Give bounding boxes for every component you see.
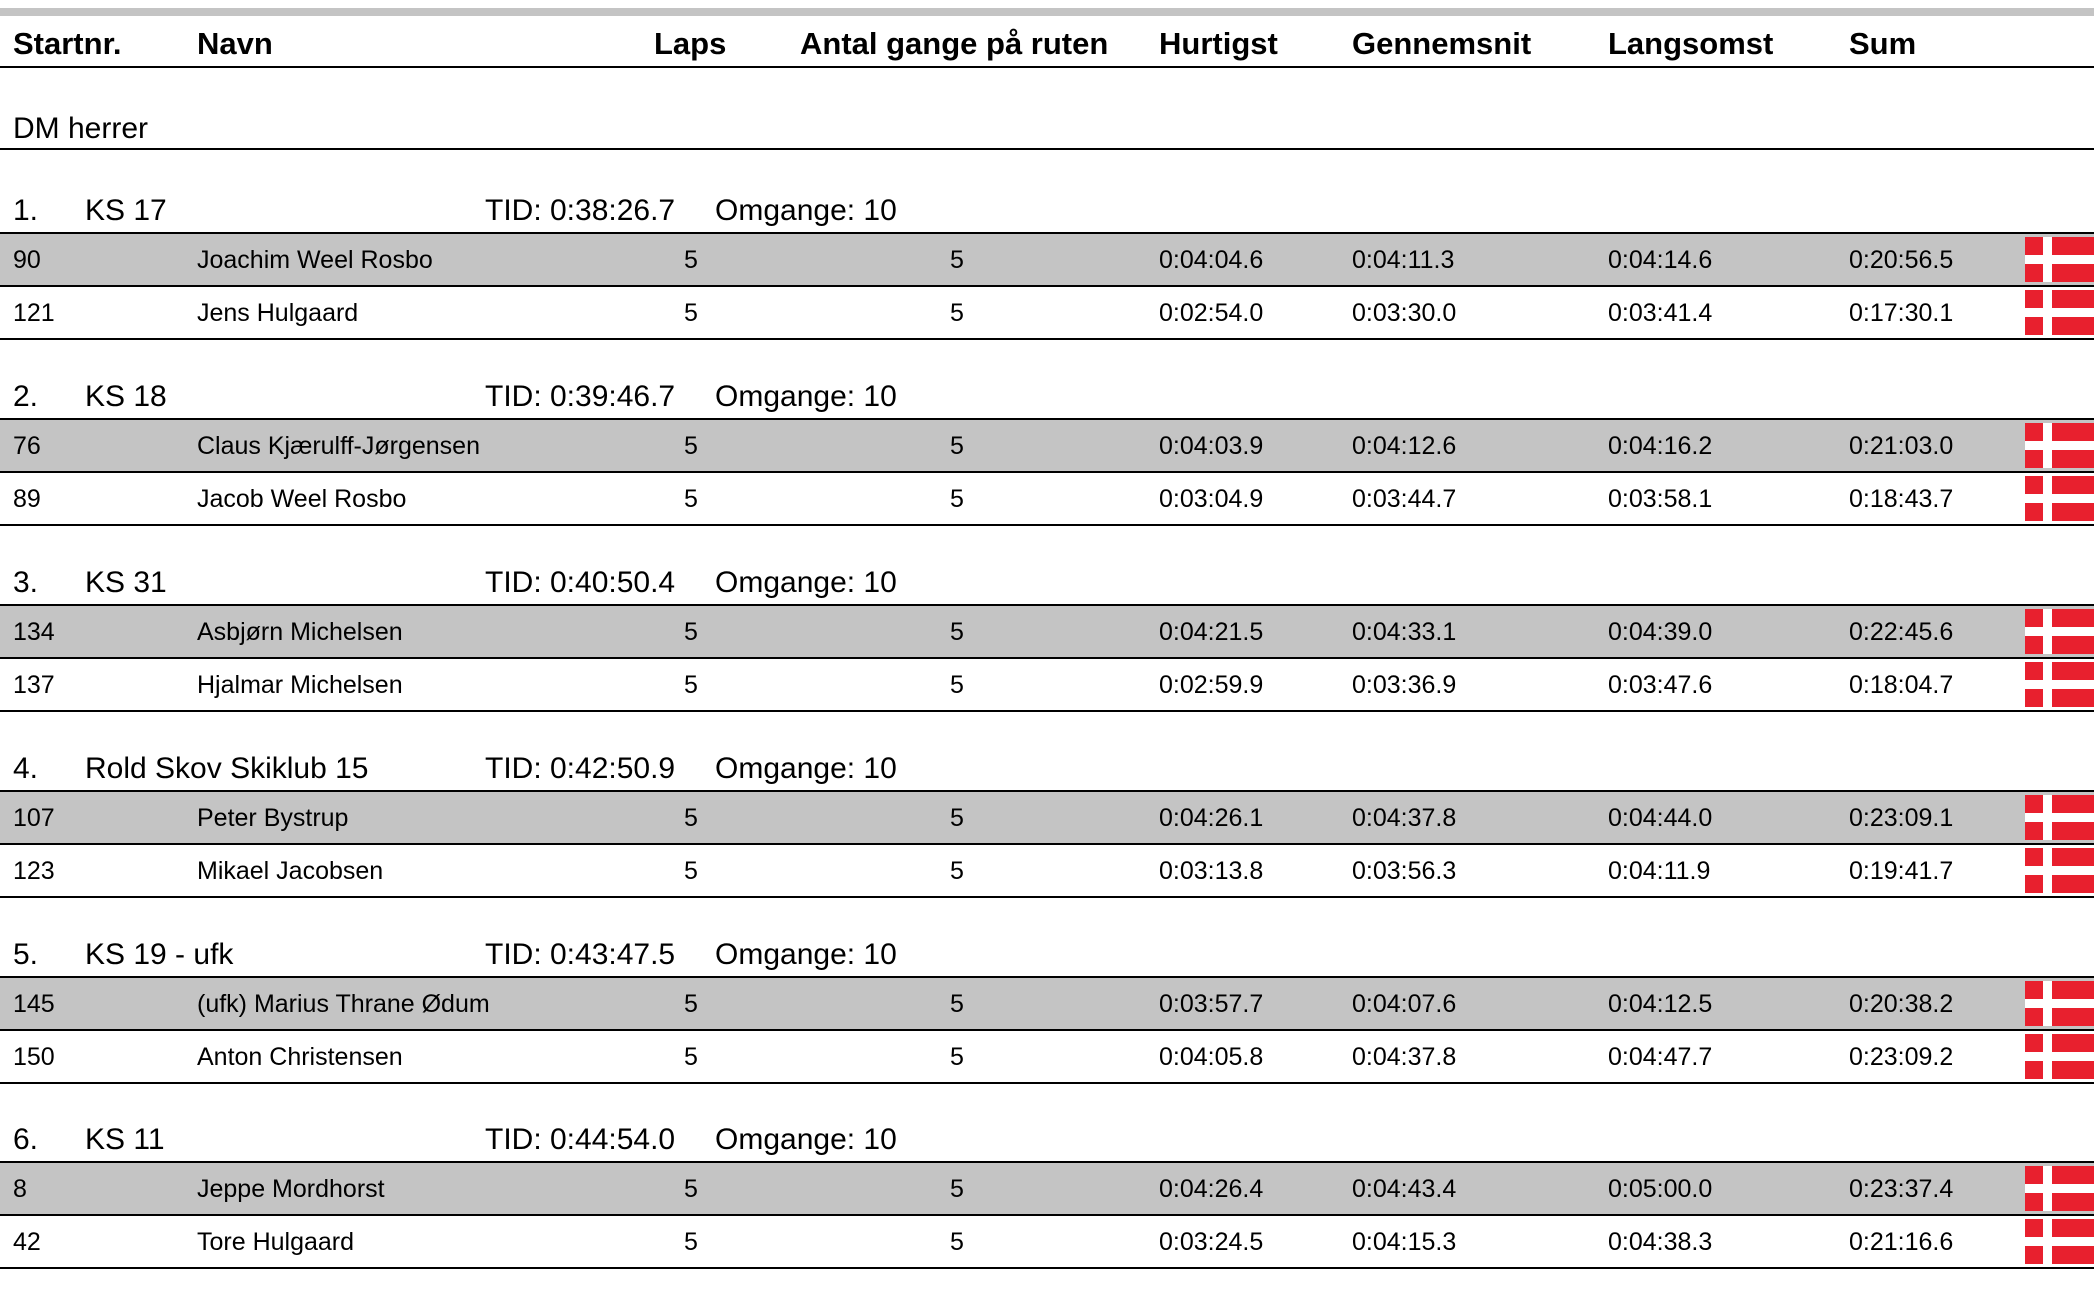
cell-navn: Asbjørn Michelsen [197, 618, 403, 646]
cell-gennemsnit: 0:04:11.3 [1352, 246, 1455, 274]
cell-antal: 5 [950, 1228, 964, 1256]
team-block [0, 748, 2094, 934]
cell-gennemsnit: 0:04:43.4 [1352, 1175, 1457, 1203]
cell-hurtigst: 0:02:54.0 [1159, 299, 1264, 327]
cell-antal: 5 [950, 432, 964, 460]
cell-navn: Jacob Weel Rosbo [197, 485, 407, 513]
cell-startnr: 123 [13, 857, 55, 885]
danish-flag-icon [2025, 609, 2094, 654]
team-header [0, 1119, 2094, 1159]
cell-startnr: 145 [13, 990, 55, 1018]
header-gennemsnit: Gennemsnit [1352, 26, 1532, 61]
team-name: KS 17 [85, 194, 167, 227]
cell-gennemsnit: 0:04:37.8 [1352, 804, 1457, 832]
team-time: TID: 0:42:50.9 [485, 752, 676, 785]
cell-langsomst: 0:04:11.9 [1608, 857, 1711, 885]
team-block [0, 376, 2094, 562]
danish-flag-icon [2025, 981, 2094, 1026]
cell-laps: 5 [684, 1175, 698, 1203]
category-divider [0, 148, 2094, 150]
team-laps-total: Omgange: 10 [715, 752, 897, 785]
team-rank: 4. [13, 752, 39, 785]
team-header [0, 934, 2094, 974]
cell-antal: 5 [950, 671, 964, 699]
cell-navn: Claus Kjærulff-Jørgensen [197, 432, 480, 460]
cell-hurtigst: 0:03:24.5 [1159, 1228, 1264, 1256]
column-header-row [0, 24, 2094, 68]
cell-langsomst: 0:04:14.6 [1608, 246, 1713, 274]
cell-navn: Tore Hulgaard [197, 1228, 355, 1256]
cell-hurtigst: 0:03:04.9 [1159, 485, 1264, 513]
table-row [0, 471, 2094, 526]
cell-antal: 5 [950, 485, 964, 513]
team-block [0, 190, 2094, 376]
cell-sum: 0:17:30.1 [1849, 299, 1954, 327]
cell-startnr: 107 [13, 804, 55, 832]
team-name: KS 31 [85, 566, 167, 599]
team-time: TID: 0:38:26.7 [485, 194, 676, 227]
cell-sum: 0:23:09.2 [1849, 1043, 1954, 1071]
table-row [0, 843, 2094, 898]
table-row [0, 1214, 2094, 1269]
team-name: Rold Skov Skiklub 15 [85, 752, 369, 785]
cell-startnr: 150 [13, 1043, 55, 1071]
cell-langsomst: 0:03:41.4 [1608, 299, 1713, 327]
team-rank: 1. [13, 194, 39, 227]
cell-antal: 5 [950, 246, 964, 274]
top-rule [0, 8, 2094, 16]
team-block [0, 562, 2094, 748]
cell-gennemsnit: 0:03:30.0 [1352, 299, 1457, 327]
cell-hurtigst: 0:02:59.9 [1159, 671, 1264, 699]
cell-gennemsnit: 0:03:36.9 [1352, 671, 1457, 699]
cell-gennemsnit: 0:04:15.3 [1352, 1228, 1457, 1256]
cell-gennemsnit: 0:04:12.6 [1352, 432, 1457, 460]
team-time: TID: 0:44:54.0 [485, 1123, 676, 1156]
header-laps: Laps [654, 26, 727, 61]
cell-langsomst: 0:03:58.1 [1608, 485, 1713, 513]
cell-hurtigst: 0:04:26.4 [1159, 1175, 1264, 1203]
cell-langsomst: 0:04:39.0 [1608, 618, 1713, 646]
cell-laps: 5 [684, 671, 698, 699]
cell-startnr: 89 [13, 485, 41, 513]
cell-antal: 5 [950, 857, 964, 885]
team-laps-total: Omgange: 10 [715, 1123, 897, 1156]
cell-laps: 5 [684, 804, 698, 832]
cell-laps: 5 [684, 857, 698, 885]
cell-sum: 0:20:56.5 [1849, 246, 1954, 274]
table-row [0, 790, 2094, 843]
cell-laps: 5 [684, 990, 698, 1018]
table-row [0, 418, 2094, 471]
team-laps-total: Omgange: 10 [715, 938, 897, 971]
cell-antal: 5 [950, 299, 964, 327]
table-row [0, 1029, 2094, 1084]
cell-navn: Jeppe Mordhorst [197, 1175, 385, 1203]
danish-flag-icon [2025, 1219, 2094, 1264]
cell-startnr: 90 [13, 246, 41, 274]
cell-navn: Jens Hulgaard [197, 299, 359, 327]
team-header [0, 190, 2094, 230]
cell-startnr: 42 [13, 1228, 41, 1256]
danish-flag-icon [2025, 423, 2094, 468]
cell-gennemsnit: 0:03:44.7 [1352, 485, 1457, 513]
team-time: TID: 0:40:50.4 [485, 566, 676, 599]
table-row [0, 604, 2094, 657]
danish-flag-icon [2025, 476, 2094, 521]
team-header [0, 562, 2094, 602]
cell-langsomst: 0:04:38.3 [1608, 1228, 1713, 1256]
table-row [0, 232, 2094, 285]
cell-langsomst: 0:05:00.0 [1608, 1175, 1713, 1203]
team-name: KS 19 - ufk [85, 938, 234, 971]
cell-laps: 5 [684, 618, 698, 646]
danish-flag-icon [2025, 290, 2094, 335]
cell-sum: 0:23:09.1 [1849, 804, 1954, 832]
cell-langsomst: 0:03:47.6 [1608, 671, 1713, 699]
team-header [0, 748, 2094, 788]
table-row [0, 657, 2094, 712]
table-row [0, 1161, 2094, 1214]
cell-langsomst: 0:04:12.5 [1608, 990, 1713, 1018]
table-row [0, 976, 2094, 1029]
cell-hurtigst: 0:04:03.9 [1159, 432, 1264, 460]
cell-navn: Mikael Jacobsen [197, 857, 384, 885]
danish-flag-icon [2025, 1034, 2094, 1079]
cell-gennemsnit: 0:04:07.6 [1352, 990, 1457, 1018]
cell-startnr: 121 [13, 299, 55, 327]
cell-sum: 0:21:03.0 [1849, 432, 1954, 460]
cell-startnr: 76 [13, 432, 41, 460]
header-navn: Navn [197, 26, 273, 61]
cell-navn: (ufk) Marius Thrane Ødum [197, 990, 490, 1018]
header-hurtigst: Hurtigst [1159, 26, 1278, 61]
cell-antal: 5 [950, 1043, 964, 1071]
cell-navn: Hjalmar Michelsen [197, 671, 403, 699]
cell-sum: 0:23:37.4 [1849, 1175, 1954, 1203]
cell-sum: 0:21:16.6 [1849, 1228, 1954, 1256]
cell-laps: 5 [684, 246, 698, 274]
cell-antal: 5 [950, 804, 964, 832]
cell-langsomst: 0:04:16.2 [1608, 432, 1713, 460]
table-row [0, 285, 2094, 340]
header-langsomst: Langsomst [1608, 26, 1774, 61]
team-time: TID: 0:39:46.7 [485, 380, 676, 413]
cell-laps: 5 [684, 1043, 698, 1071]
danish-flag-icon [2025, 237, 2094, 282]
cell-hurtigst: 0:04:05.8 [1159, 1043, 1264, 1071]
team-name: KS 11 [85, 1123, 165, 1156]
team-laps-total: Omgange: 10 [715, 566, 897, 599]
cell-gennemsnit: 0:04:37.8 [1352, 1043, 1457, 1071]
danish-flag-icon [2025, 662, 2094, 707]
danish-flag-icon [2025, 795, 2094, 840]
team-block [0, 1119, 2094, 1305]
team-header [0, 376, 2094, 416]
cell-hurtigst: 0:03:57.7 [1159, 990, 1264, 1018]
cell-navn: Peter Bystrup [197, 804, 349, 832]
cell-hurtigst: 0:04:21.5 [1159, 618, 1264, 646]
header-startnr: Startnr. [13, 26, 122, 61]
cell-langsomst: 0:04:44.0 [1608, 804, 1713, 832]
team-rank: 2. [13, 380, 39, 413]
cell-hurtigst: 0:04:04.6 [1159, 246, 1264, 274]
cell-gennemsnit: 0:03:56.3 [1352, 857, 1457, 885]
cell-hurtigst: 0:03:13.8 [1159, 857, 1264, 885]
cell-sum: 0:19:41.7 [1849, 857, 1954, 885]
cell-hurtigst: 0:04:26.1 [1159, 804, 1264, 832]
cell-startnr: 134 [13, 618, 55, 646]
team-laps-total: Omgange: 10 [715, 380, 897, 413]
header-sum: Sum [1849, 26, 1917, 61]
cell-navn: Anton Christensen [197, 1043, 403, 1071]
cell-navn: Joachim Weel Rosbo [197, 246, 433, 274]
team-rank: 5. [13, 938, 39, 971]
cell-laps: 5 [684, 485, 698, 513]
category-title: DM herrer [13, 112, 149, 145]
team-time: TID: 0:43:47.5 [485, 938, 676, 971]
cell-startnr: 137 [13, 671, 55, 699]
danish-flag-icon [2025, 1166, 2094, 1211]
cell-antal: 5 [950, 990, 964, 1018]
cell-startnr: 8 [13, 1175, 27, 1203]
cell-sum: 0:18:43.7 [1849, 485, 1954, 513]
cell-antal: 5 [950, 618, 964, 646]
team-rank: 6. [13, 1123, 39, 1156]
cell-laps: 5 [684, 1228, 698, 1256]
team-rank: 3. [13, 566, 39, 599]
cell-laps: 5 [684, 299, 698, 327]
cell-gennemsnit: 0:04:33.1 [1352, 618, 1457, 646]
cell-langsomst: 0:04:47.7 [1608, 1043, 1713, 1071]
team-laps-total: Omgange: 10 [715, 194, 897, 227]
team-name: KS 18 [85, 380, 167, 413]
header-antal: Antal gange på ruten [800, 26, 1109, 61]
team-block [0, 934, 2094, 1120]
cell-sum: 0:18:04.7 [1849, 671, 1954, 699]
cell-sum: 0:20:38.2 [1849, 990, 1954, 1018]
cell-antal: 5 [950, 1175, 964, 1203]
cell-laps: 5 [684, 432, 698, 460]
danish-flag-icon [2025, 848, 2094, 893]
cell-sum: 0:22:45.6 [1849, 618, 1954, 646]
